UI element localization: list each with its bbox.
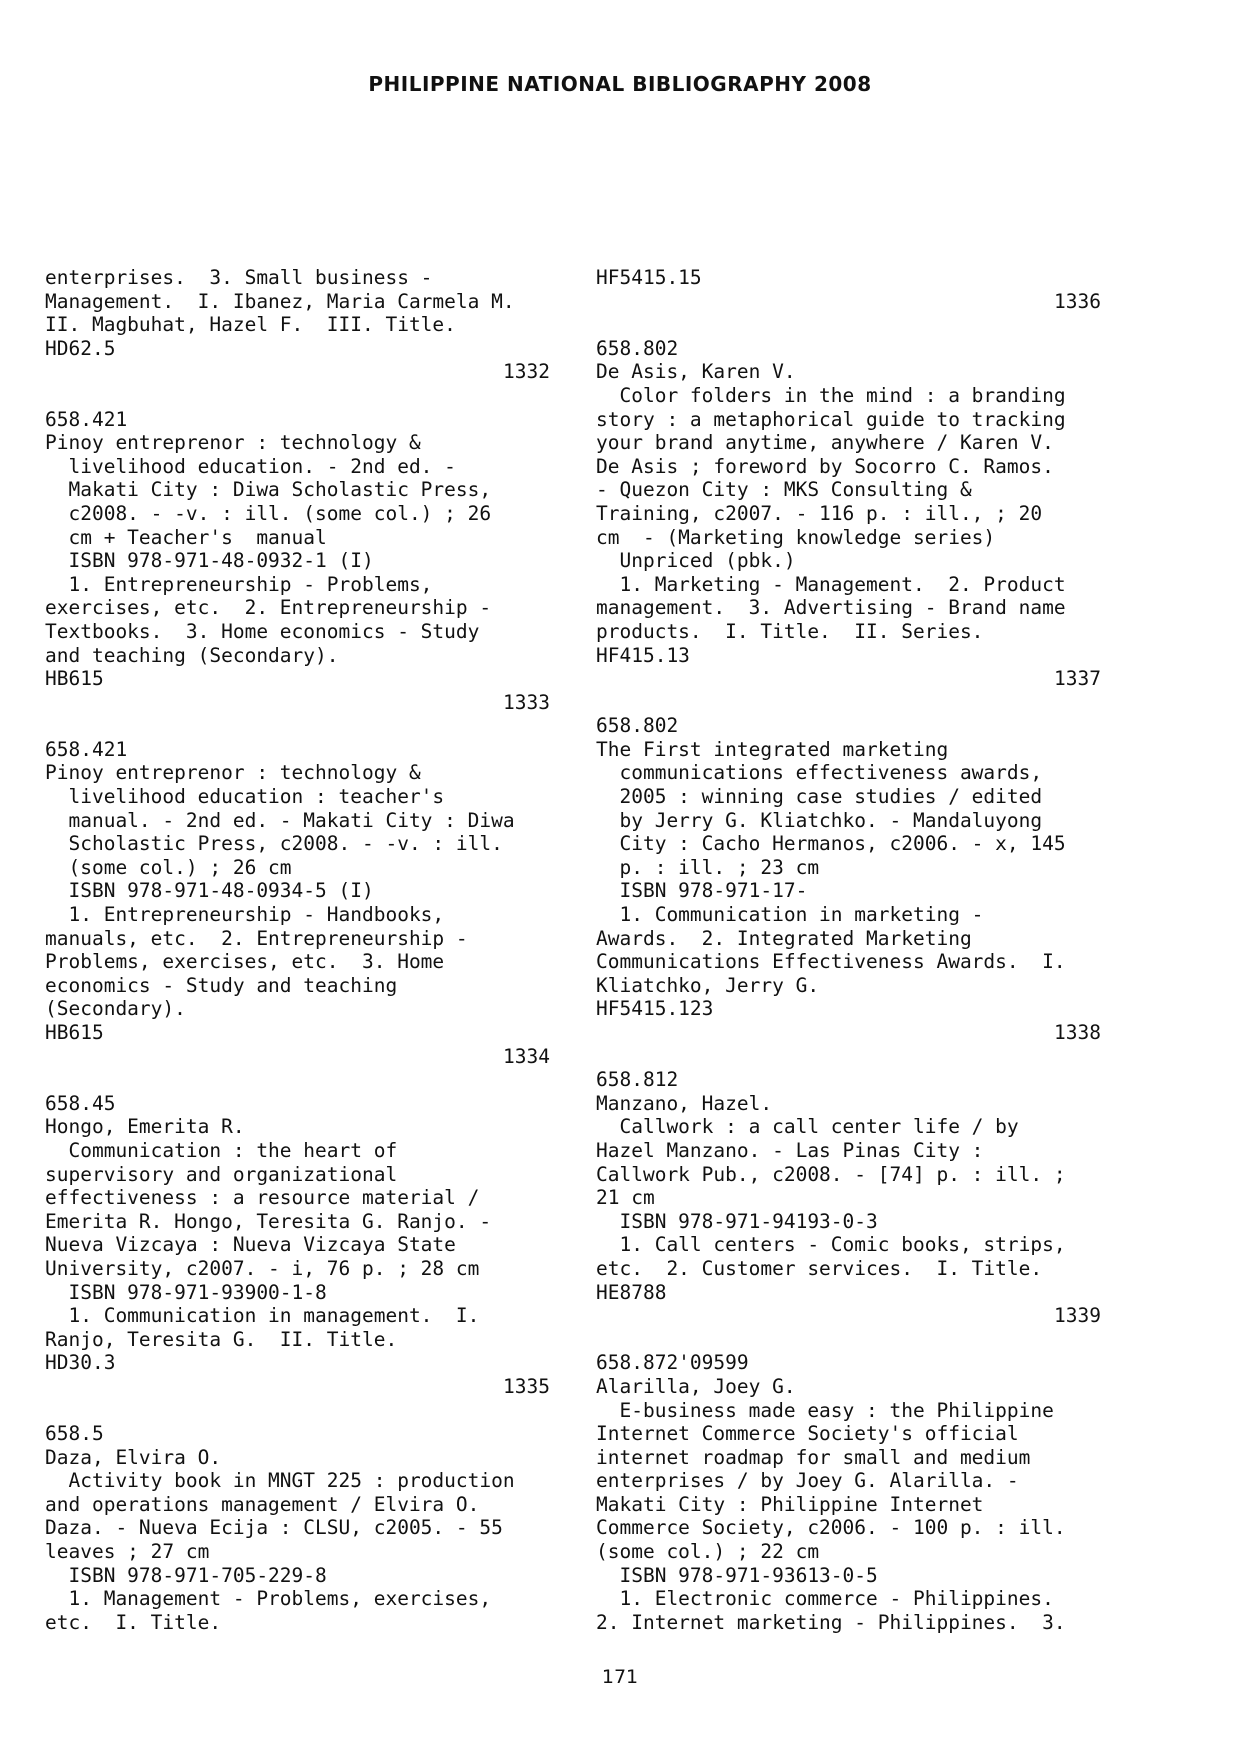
entry-text-line: Commerce Society, c2006. - 100 p. : ill. — [596, 1516, 1066, 1540]
entry-text-line: City : Cacho Hermanos, c2006. - x, 145 — [596, 832, 1066, 856]
entry-text-line: (Secondary). — [45, 997, 186, 1021]
left-column — [45, 266, 550, 1634]
entry-text-line: De Asis, Karen V. — [596, 360, 796, 384]
entry-text-line: p. : ill. ; 23 cm — [596, 855, 820, 879]
entry-text-line: and operations management / Elvira O. — [45, 1492, 480, 1516]
entry-text-line: cm + Teacher's manual — [45, 525, 327, 549]
entry-text-line: Makati City : Philippine Internet — [596, 1492, 984, 1516]
entry-text-line: HF5415.15 — [596, 266, 702, 289]
entry-text-line: 658.45 — [45, 1091, 116, 1115]
entry-text-line: 1. Marketing - Management. 2. Product — [596, 572, 1066, 596]
entry-text-line: Textbooks. 3. Home economics - Study — [45, 619, 480, 643]
entry-number: 1335 — [503, 1374, 550, 1398]
entry-text-line: effectiveness : a resource material / — [45, 1186, 480, 1210]
entry-text-line: Pinoy entreprenor : technology & — [45, 761, 421, 785]
entry-text-line: communications effectiveness awards, — [596, 761, 1043, 785]
entry-text-line: 1. Entrepreneurship - Problems, — [45, 572, 433, 596]
blank-line — [596, 1328, 1101, 1352]
entry-text-line: livelihood education. - 2nd ed. - — [45, 454, 456, 478]
entry-text-line: ISBN 978-971-93900-1-8 — [45, 1280, 327, 1304]
entry-text-line: 2. Internet marketing - Philippines. 3. — [596, 1610, 1066, 1634]
entry-text-line: manuals, etc. 2. Entrepreneurship - — [45, 926, 468, 950]
entry-text-line: Daza, Elvira O. — [45, 1445, 222, 1469]
entry-number: 1338 — [1054, 1021, 1101, 1044]
entry-text-line: enterprises / by Joey G. Alarilla. - — [596, 1469, 1019, 1493]
entry-text-line: Communications Effectiveness Awards. I. — [596, 950, 1066, 974]
entry-text-line: manual. - 2nd ed. - Makati City : Diwa — [45, 808, 515, 832]
entry-text-line: HB615 — [45, 1021, 104, 1044]
entry-text-line: ISBN 978-971-705-229-8 — [45, 1563, 327, 1587]
blank-line — [45, 1399, 550, 1423]
entry-text-line: 1. Call centers - Comic books, strips, — [596, 1233, 1066, 1257]
blank-line — [596, 691, 1101, 715]
entry-text-line: etc. I. Title. — [45, 1610, 222, 1634]
entry-text-line: De Asis ; foreword by Socorro C. Ramos. — [596, 454, 1054, 478]
entry-number: 1333 — [503, 690, 550, 714]
entry-number: 1337 — [1054, 667, 1101, 691]
entry-text-line: 658.802 — [596, 714, 679, 738]
entry-text-line: 21 cm — [596, 1186, 655, 1210]
blank-line — [45, 1068, 550, 1092]
entry-text-line: 1. Communication in marketing - — [596, 903, 984, 927]
entry-text-line: Internet Commerce Society's official — [596, 1422, 1019, 1446]
entry-text-line: Color folders in the mind : a branding — [596, 383, 1066, 407]
entry-text-line: story : a metaphorical guide to tracking — [596, 407, 1066, 431]
entry-text-line: Activity book in MNGT 225 : production — [45, 1469, 515, 1493]
entry-text-line: 658.802 — [596, 336, 679, 360]
entry-text-line: HE8788 — [596, 1280, 667, 1304]
blank-line — [596, 1045, 1101, 1069]
entry-text-line: Problems, exercises, etc. 3. Home — [45, 950, 445, 974]
page-number: 171 — [601, 1666, 639, 1688]
entry-number: 1332 — [503, 360, 550, 384]
entry-text-line: 658.421 — [45, 737, 128, 761]
entry-text-line: 1. Management - Problems, exercises, — [45, 1587, 492, 1611]
entry-text-line: cm - (Marketing knowledge series) — [596, 525, 996, 549]
entry-text-line: Manzano, Hazel. — [596, 1091, 773, 1115]
entry-text-line: Management. I. Ibanez, Maria Carmela M. — [45, 289, 515, 313]
entry-text-line: and teaching (Secondary). — [45, 643, 339, 667]
entry-text-line: enterprises. 3. Small business - — [45, 266, 433, 289]
entry-text-line: Callwork : a call center life / by — [596, 1115, 1019, 1139]
entry-text-line: Nueva Vizcaya : Nueva Vizcaya State — [45, 1233, 456, 1257]
entry-text-line: Training, c2007. - 116 p. : ill., ; 20 — [596, 501, 1043, 525]
entry-text-line: livelihood education : teacher's — [45, 785, 445, 809]
entry-number: 1334 — [503, 1044, 550, 1068]
entry-text-line: HF415.13 — [596, 643, 690, 667]
right-column — [596, 266, 1101, 1634]
entry-text-line: economics - Study and teaching — [45, 973, 398, 997]
entry-text-line: c2008. - -v. : ill. (some col.) ; 26 — [45, 501, 492, 525]
entry-number: 1339 — [1054, 1304, 1101, 1328]
entry-text-line: supervisory and organizational — [45, 1162, 398, 1186]
entry-text-line: 658.5 — [45, 1422, 104, 1446]
entry-text-line: Communication : the heart of — [45, 1138, 398, 1162]
entry-text-line: Unpriced (pbk.) — [596, 549, 796, 573]
blank-line — [45, 384, 550, 408]
entry-text-line: 2005 : winning case studies / edited — [596, 785, 1043, 809]
entry-text-line: products. I. Title. II. Series. — [596, 619, 984, 643]
entry-text-line: Alarilla, Joey G. — [596, 1374, 796, 1398]
entry-text-line: Hongo, Emerita R. — [45, 1115, 245, 1139]
entry-text-line: 658.812 — [596, 1068, 679, 1092]
entry-text-line: HF5415.123 — [596, 997, 714, 1021]
entry-text-line: Awards. 2. Integrated Marketing — [596, 926, 972, 950]
entry-text-line: your brand anytime, anywhere / Karen V. — [596, 431, 1054, 455]
entry-text-line: by Jerry G. Kliatchko. - Mandaluyong — [596, 808, 1043, 832]
entry-text-line: ISBN 978-971-17- — [596, 879, 808, 903]
entry-text-line: 658.421 — [45, 407, 128, 431]
entry-text-line: (some col.) ; 26 cm — [45, 855, 292, 879]
entry-text-line: Scholastic Press, c2008. - -v. : ill. — [45, 832, 503, 856]
entry-text-line: Makati City : Diwa Scholastic Press, — [45, 478, 492, 502]
entry-text-line: management. 3. Advertising - Brand name — [596, 596, 1066, 620]
entry-text-line: E-business made easy : the Philippine — [596, 1398, 1054, 1422]
entry-text-line: Hazel Manzano. - Las Pinas City : — [596, 1138, 984, 1162]
entry-text-line: 658.872'09599 — [596, 1351, 749, 1375]
entry-text-line: leaves ; 27 cm — [45, 1540, 210, 1564]
entry-number: 1336 — [1054, 289, 1101, 313]
blank-line — [45, 714, 550, 738]
entry-text-line: 1. Communication in management. I. — [45, 1304, 480, 1328]
entry-text-line: 1. Electronic commerce - Philippines. — [596, 1587, 1054, 1611]
entry-text-line: II. Magbuhat, Hazel F. III. Title. — [45, 313, 456, 337]
entry-text-line: Ranjo, Teresita G. II. Title. — [45, 1327, 398, 1351]
entry-text-line: HB615 — [45, 667, 104, 691]
entry-text-line: (some col.) ; 22 cm — [596, 1540, 820, 1564]
entry-text-line: Emerita R. Hongo, Teresita G. Ranjo. - — [45, 1209, 492, 1233]
entry-text-line: HD30.3 — [45, 1351, 116, 1375]
entry-text-line: The First integrated marketing — [596, 737, 949, 761]
entry-text-line: Kliatchko, Jerry G. — [596, 973, 820, 997]
entry-text-line: Daza. - Nueva Ecija : CLSU, c2005. - 55 — [45, 1516, 503, 1540]
entry-text-line: internet roadmap for small and medium — [596, 1445, 1031, 1469]
entry-text-line: etc. 2. Customer services. I. Title. — [596, 1256, 1043, 1280]
entry-text-line: ISBN 978-971-93613-0-5 — [596, 1563, 878, 1587]
entry-text-line: Pinoy entreprenor : technology & — [45, 431, 421, 455]
entry-text-line: exercises, etc. 2. Entrepreneurship - — [45, 596, 492, 620]
blank-line — [596, 313, 1101, 337]
page-title: PHILIPPINE NATIONAL BIBLIOGRAPHY 2008 — [368, 72, 872, 96]
entry-text-line: University, c2007. - i, 76 p. ; 28 cm — [45, 1256, 480, 1280]
entry-text-line: 1. Entrepreneurship - Handbooks, — [45, 903, 445, 927]
entry-text-line: HD62.5 — [45, 336, 116, 360]
entry-text-line: ISBN 978-971-48-0934-5 (I) — [45, 879, 374, 903]
entry-text-line: Callwork Pub., c2008. - [74] p. : ill. ; — [596, 1162, 1066, 1186]
entry-text-line: - Quezon City : MKS Consulting & — [596, 478, 972, 502]
entry-text-line: ISBN 978-971-48-0932-1 (I) — [45, 549, 374, 573]
entry-text-line: ISBN 978-971-94193-0-3 — [596, 1209, 878, 1233]
